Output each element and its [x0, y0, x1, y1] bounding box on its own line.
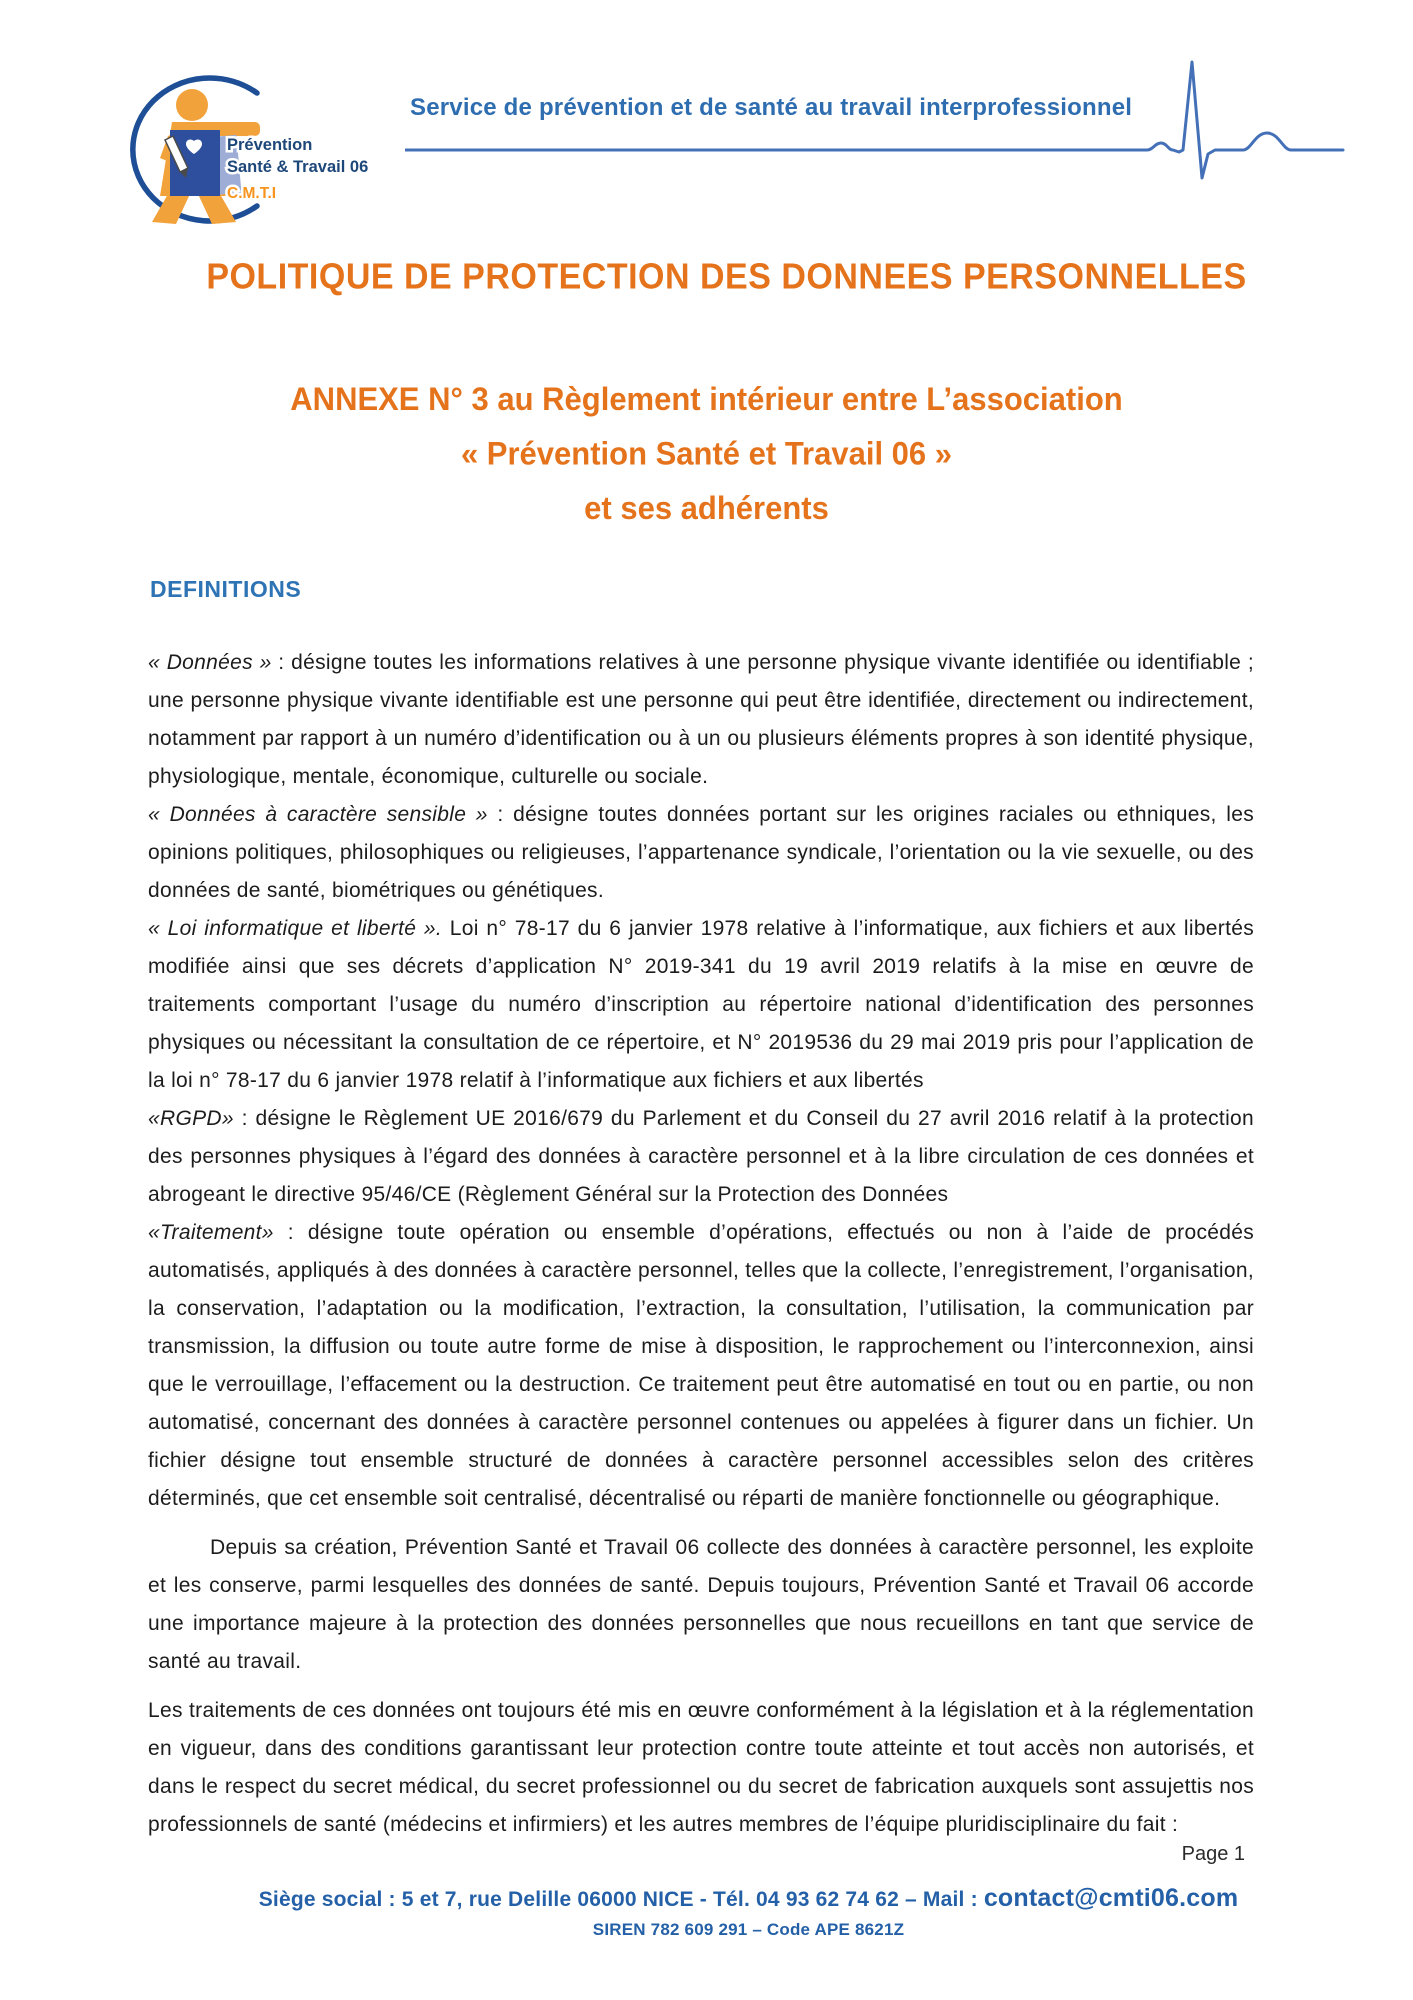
subtitle-line-1: ANNEXE N° 3 au Règlement intérieur entre L’association	[290, 380, 1123, 418]
document-body	[148, 644, 1254, 1844]
document-title: POLITIQUE DE PROTECTION DES DONNEES PERSONNELLES	[206, 256, 1247, 298]
footer-email: contact@cmti06.com	[983, 1884, 1239, 1912]
paragraph: «Traitement» : désigne toute opération ou ensemble d’opérations, effectués ou non à l’aide de procédés automatisés, appliqués à des données à caractère personnel, telles que la collecte, l’enregistrement, l’organisation, la conservation, l’adaptation ou la modification, l’extraction, la consultation, l’utilisation, la communication par transmission, la diffusion ou toute autre forme de mise à disposition, le rapprochement ou l’interconnexion, ainsi que le verrouillage, l’effacement ou la destruction. Ce traitement peut être automatisé en tout ou en partie, ou non automatisé, concernant des données à caractère personnel contenues ou appelées à figurer dans un fichier. Un fichier désigne tout ensemble structuré de données à caractère personnel accessibles selon des critères déterminés, que cet ensemble soit centralisé, décentralisé ou réparti de manière fonctionnelle ou géographique.	[148, 1221, 1254, 1510]
heartbeat-line-icon	[405, 48, 1395, 183]
paragraph: Depuis sa création, Prévention Santé et Travail 06 collecte des données à caractère personnel, les exploite et les conserve, parmi lesquelles des données de santé. Depuis toujours, Prévention Santé et Travail 06 accorde une importance majeure à la protection des données personnelles que nous recueillons en tant que service de santé au travail.	[148, 1536, 1254, 1673]
page-number: Page 1	[1181, 1843, 1245, 1865]
footer-address-line	[84, 1884, 1413, 1913]
section-heading-definitions: DEFINITIONS	[150, 576, 302, 602]
paragraph: « Données » : désigne toutes les informations relatives à une personne physique vivante identifiée ou identifiable ; une personne physique vivante identifiable est une personne qui peut être identifiée, directement ou indirectement, notamment par rapport à un numéro d’identification ou à un ou plusieurs éléments propres à son identité physique, physiologique, mentale, économique, culturelle ou sociale.	[148, 651, 1255, 788]
subtitle-line-3: et ses adhérents	[584, 489, 829, 527]
paragraph: « Loi informatique et liberté ». Loi n° 78-17 du 6 janvier 1978 relative à l’informatique, aux fichiers et aux libertés modifiée ainsi que ses décrets d’application N° 2019-341 du 19 avril 2019 relatifs à la mise en œuvre de traitements comportant l’usage du numéro d’inscription au répertoire national d’identification des personnes physiques ou nécessitant la consultation de ce répertoire, et N° 2019536 du 29 mai 2019 pris pour l’application de la loi n° 78-17 du 6 janvier 1978 relatif à l’informatique aux fichiers et aux libertés	[148, 917, 1254, 1092]
subtitle-line-2: « Prévention Santé et Travail 06 »	[460, 435, 953, 472]
footer-siren: SIREN 782 609 291 – Code APE 8621Z	[592, 1920, 905, 1939]
document-footer	[84, 1884, 1413, 1940]
person-icon	[152, 89, 260, 224]
paragraph: « Données à caractère sensible » : désigne toutes données portant sur les origines raciales ou ethniques, les opinions politiques, philosophiques ou religieuses, l’appartenance syndicale, l’orientation ou la vie sexuelle, ou des données de santé, biométriques ou génétiques.	[148, 803, 1254, 902]
company-logo	[108, 46, 398, 236]
document-subtitle	[0, 372, 1413, 536]
header-tagline: Service de prévention et de santé au travail interprofessionnel	[410, 94, 1133, 121]
logo-text-line1: Prévention	[227, 136, 313, 154]
logo-text-line2: Santé & Travail 06	[227, 158, 369, 176]
paragraph: Les traitements de ces données ont toujours été mis en œuvre conformément à la législation et à la réglementation en vigueur, dans des conditions garantissant leur protection contre toute atteinte et tout accès non autorisés, et dans le respect du secret médical, du secret professionnel ou du secret de fabrication auxquels sont assujettis nos professionnels de santé (médecins et infirmiers) et les autres membres de l’équipe pluridisciplinaire du fait :	[148, 1699, 1254, 1836]
logo-text-cmti: C.M.T.I	[227, 185, 277, 202]
paragraph: «RGPD» : désigne le Règlement UE 2016/679 du Parlement et du Conseil du 27 avril 2016 relatif à la protection des personnes physiques à l’égard des données à caractère personnel et à la libre circulation de ces données et abrogeant le directive 95/46/CE (Règlement Général sur la Protection des Données	[148, 1107, 1254, 1206]
footer-address-text: Siège social : 5 et 7, rue Delille 06000 NICE - Tél. 04 93 62 74 62 – Mail :	[258, 1888, 984, 1911]
